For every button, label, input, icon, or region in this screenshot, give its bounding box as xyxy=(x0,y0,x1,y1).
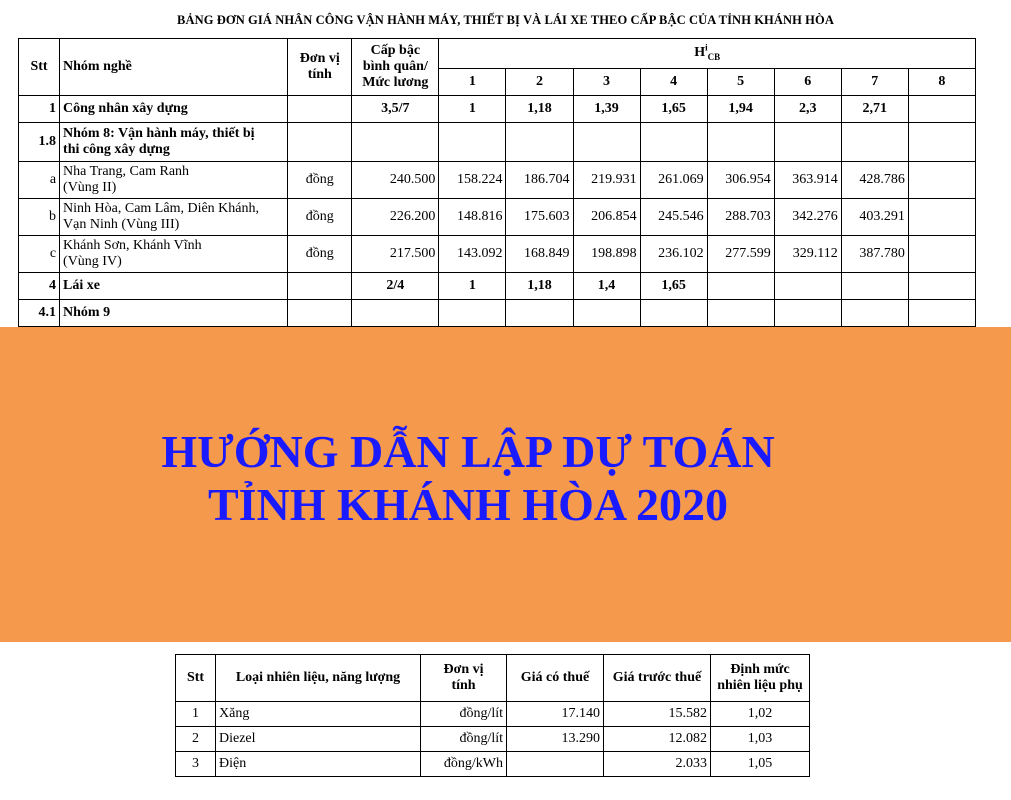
row-name-line2: (Vùng II) xyxy=(63,180,117,195)
row-value: 387.780 xyxy=(841,236,908,273)
row-name-line1: Khánh Sơn, Khánh Vĩnh xyxy=(63,238,202,253)
row-value: 1,18 xyxy=(506,273,573,300)
table-row xyxy=(19,96,976,123)
empty-cell xyxy=(573,123,640,162)
row-name-line2: (Vùng IV) xyxy=(63,254,122,269)
row-grade: 217.500 xyxy=(352,236,439,273)
header-grade xyxy=(352,39,439,96)
fuel-norm: 1,05 xyxy=(711,752,810,777)
coef-sub: CB xyxy=(707,52,721,63)
table-row xyxy=(19,199,976,236)
row-name xyxy=(60,123,288,162)
empty-cell xyxy=(841,300,908,327)
row-value: 261.069 xyxy=(640,162,707,199)
fuel-stt: 3 xyxy=(176,752,216,777)
fuel-header-pre-tax: Giá trước thuế xyxy=(604,655,711,702)
row-value: 158.224 xyxy=(439,162,506,199)
header-stt: Stt xyxy=(19,39,60,96)
row-name: Nhóm 9 xyxy=(60,300,288,327)
fuel-unit: đồng/kWh xyxy=(421,752,507,777)
row-value xyxy=(908,162,975,199)
row-value: 175.603 xyxy=(506,199,573,236)
fuel-stt: 2 xyxy=(176,727,216,752)
row-value: 1,65 xyxy=(640,96,707,123)
empty-cell xyxy=(707,300,774,327)
empty-cell xyxy=(288,123,352,162)
row-value: 236.102 xyxy=(640,236,707,273)
row-value: 403.291 xyxy=(841,199,908,236)
fuel-header-unit-line1: Đơn vị xyxy=(443,662,484,677)
row-unit: đồng xyxy=(288,236,352,273)
row-value xyxy=(908,96,975,123)
row-value: 1,94 xyxy=(707,96,774,123)
row-value: 2,71 xyxy=(841,96,908,123)
fuel-norm: 1,02 xyxy=(711,702,810,727)
empty-cell xyxy=(908,123,975,162)
labor-price-table xyxy=(18,38,976,354)
row-stt: c xyxy=(19,236,60,273)
empty-cell xyxy=(774,123,841,162)
row-value: 245.546 xyxy=(640,199,707,236)
row-value: 186.704 xyxy=(506,162,573,199)
banner-title-line1: HƯỚNG DẪN LẬP DỰ TOÁN xyxy=(161,426,775,477)
empty-cell xyxy=(774,300,841,327)
fuel-type: Điện xyxy=(216,752,421,777)
fuel-unit: đồng/lít xyxy=(421,702,507,727)
row-value: 168.849 xyxy=(506,236,573,273)
table-row xyxy=(19,273,976,300)
fuel-type: Xăng xyxy=(216,702,421,727)
row-value xyxy=(774,273,841,300)
row-name xyxy=(60,236,288,273)
level-header: 8 xyxy=(908,68,975,95)
fuel-with-tax: 17.140 xyxy=(507,702,604,727)
row-unit xyxy=(288,96,352,123)
fuel-with-tax: 13.290 xyxy=(507,727,604,752)
row-value: 206.854 xyxy=(573,199,640,236)
fuel-header-norm xyxy=(711,655,810,702)
row-name xyxy=(60,162,288,199)
table-row xyxy=(19,236,976,273)
header-grade-line2: bình quân/ xyxy=(362,59,428,74)
row-value xyxy=(908,273,975,300)
row-grade: 3,5/7 xyxy=(352,96,439,123)
row-value: 329.112 xyxy=(774,236,841,273)
fuel-price-table xyxy=(175,654,810,777)
level-header: 7 xyxy=(841,68,908,95)
fuel-unit: đồng/lít xyxy=(421,727,507,752)
fuel-norm: 1,03 xyxy=(711,727,810,752)
row-value: 1,18 xyxy=(506,96,573,123)
level-header: 1 xyxy=(439,68,506,95)
row-stt: a xyxy=(19,162,60,199)
row-value xyxy=(908,236,975,273)
row-name-line2: Vạn Ninh (Vùng III) xyxy=(63,217,180,232)
row-stt: 1.8 xyxy=(19,123,60,162)
row-value: 198.898 xyxy=(573,236,640,273)
row-name xyxy=(60,199,288,236)
row-stt: b xyxy=(19,199,60,236)
empty-cell xyxy=(506,123,573,162)
level-header: 3 xyxy=(573,68,640,95)
empty-cell xyxy=(288,300,352,327)
table-row xyxy=(176,727,810,752)
empty-cell xyxy=(506,300,573,327)
empty-cell xyxy=(640,123,707,162)
row-value: 219.931 xyxy=(573,162,640,199)
fuel-pre-tax: 15.582 xyxy=(604,702,711,727)
row-grade: 2/4 xyxy=(352,273,439,300)
empty-cell xyxy=(439,300,506,327)
fuel-pre-tax: 2.033 xyxy=(604,752,711,777)
empty-cell xyxy=(352,123,439,162)
header-grade-line1: Cấp bậc xyxy=(370,43,421,58)
fuel-header-norm-line1: Định mức xyxy=(730,662,790,677)
row-value: 342.276 xyxy=(774,199,841,236)
header-unit-line1: Đơn vị xyxy=(299,51,340,66)
row-name-line1: Ninh Hòa, Cam Lâm, Diên Khánh, xyxy=(63,201,259,216)
table-row xyxy=(176,752,810,777)
level-header: 5 xyxy=(707,68,774,95)
row-value: 428.786 xyxy=(841,162,908,199)
row-stt: 4 xyxy=(19,273,60,300)
row-stt: 4.1 xyxy=(19,300,60,327)
row-value: 143.092 xyxy=(439,236,506,273)
row-name-line1: Nha Trang, Cam Ranh xyxy=(63,164,190,179)
fuel-header-with-tax: Giá có thuế xyxy=(507,655,604,702)
coef-sup: i xyxy=(705,42,708,53)
row-value: 288.703 xyxy=(707,199,774,236)
header-coefficient xyxy=(439,39,976,69)
level-header: 6 xyxy=(774,68,841,95)
table-header-row xyxy=(19,39,976,69)
row-value xyxy=(707,273,774,300)
row-value: 148.816 xyxy=(439,199,506,236)
row-name: Công nhân xây dựng xyxy=(60,96,288,123)
row-value: 277.599 xyxy=(707,236,774,273)
header-group: Nhóm nghề xyxy=(60,39,288,96)
table-row xyxy=(176,702,810,727)
fuel-type: Diezel xyxy=(216,727,421,752)
fuel-header-row xyxy=(176,655,810,702)
row-grade: 240.500 xyxy=(352,162,439,199)
row-unit: đồng xyxy=(288,199,352,236)
empty-cell xyxy=(573,300,640,327)
coef-symbol: H xyxy=(694,45,706,61)
row-name: Lái xe xyxy=(60,273,288,300)
row-value xyxy=(908,199,975,236)
row-value: 1,39 xyxy=(573,96,640,123)
table-row xyxy=(19,300,976,327)
banner-title-line2: TỈNH KHÁNH HÒA 2020 xyxy=(207,479,729,530)
fuel-with-tax xyxy=(507,752,604,777)
level-header: 4 xyxy=(640,68,707,95)
empty-cell xyxy=(352,300,439,327)
empty-cell xyxy=(841,123,908,162)
fuel-pre-tax: 12.082 xyxy=(604,727,711,752)
row-grade: 226.200 xyxy=(352,199,439,236)
row-value xyxy=(841,273,908,300)
row-value: 1 xyxy=(439,273,506,300)
row-name-line1: Nhóm 8: Vận hành máy, thiết bị xyxy=(63,126,255,141)
row-value: 1,4 xyxy=(573,273,640,300)
row-unit: đồng xyxy=(288,162,352,199)
row-value: 2,3 xyxy=(774,96,841,123)
row-value: 1,65 xyxy=(640,273,707,300)
table-row xyxy=(19,123,976,162)
title-banner xyxy=(0,327,1011,642)
header-unit xyxy=(288,39,352,96)
fuel-stt: 1 xyxy=(176,702,216,727)
empty-cell xyxy=(439,123,506,162)
empty-cell xyxy=(640,300,707,327)
fuel-header-norm-line2: nhiên liệu phụ xyxy=(717,678,803,693)
row-name-line2: thi công xây dựng xyxy=(63,142,170,157)
empty-cell xyxy=(707,123,774,162)
row-value: 363.914 xyxy=(774,162,841,199)
row-unit xyxy=(288,273,352,300)
table-row xyxy=(19,162,976,199)
fuel-header-type: Loại nhiên liệu, năng lượng xyxy=(216,655,421,702)
header-unit-line2: tính xyxy=(307,67,332,82)
level-header: 2 xyxy=(506,68,573,95)
header-grade-line3: Mức lương xyxy=(362,75,429,90)
empty-cell xyxy=(908,300,975,327)
row-value: 306.954 xyxy=(707,162,774,199)
fuel-header-unit-line2: tính xyxy=(451,678,476,693)
document-title: BẢNG ĐƠN GIÁ NHÂN CÔNG VẬN HÀNH MÁY, THIẾT BỊ VÀ LÁI XE THEO CẤP BẬC CỦA TỈNH KHÁNH HÒA xyxy=(177,13,834,27)
fuel-header-unit xyxy=(421,655,507,702)
fuel-header-stt: Stt xyxy=(176,655,216,702)
row-stt: 1 xyxy=(19,96,60,123)
row-value: 1 xyxy=(439,96,506,123)
